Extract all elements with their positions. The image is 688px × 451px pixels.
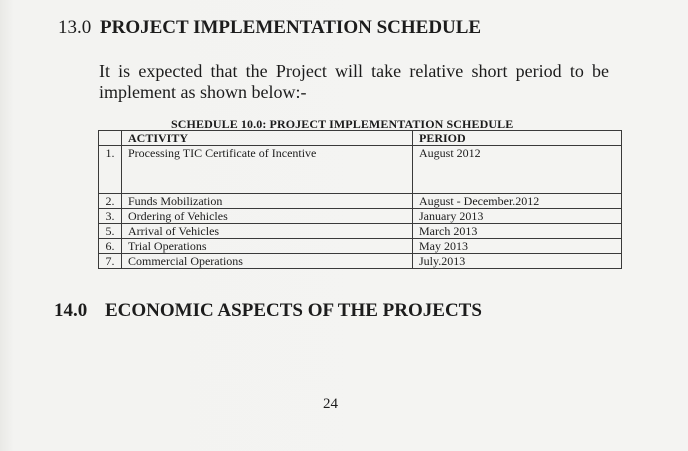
- table-header-row: [99, 131, 622, 146]
- header-period: PERIOD: [413, 131, 622, 146]
- table-row: [99, 209, 622, 224]
- intro-paragraph: [99, 61, 609, 103]
- schedule-caption: SCHEDULE 10.0: PROJECT IMPLEMENTATION SCHEDULE: [171, 117, 514, 131]
- section-13-heading: [58, 17, 481, 39]
- row-period: August - December.2012: [413, 194, 622, 209]
- table-row: [99, 254, 622, 269]
- row-number: 1.: [99, 146, 122, 194]
- section-14-heading: [54, 300, 482, 322]
- section-14-number: 14.0: [54, 300, 88, 321]
- schedule-table: [98, 130, 622, 269]
- intro-line-2: implement as shown below:-: [99, 82, 307, 102]
- row-period: July.2013: [413, 254, 622, 269]
- row-number: 6.: [99, 239, 122, 254]
- page-number: 24: [323, 396, 338, 412]
- row-activity: Ordering of Vehicles: [122, 209, 413, 224]
- row-activity: Trial Operations: [122, 239, 413, 254]
- table-row: [99, 194, 622, 209]
- row-period: May 2013: [413, 239, 622, 254]
- row-period: August 2012: [413, 146, 622, 194]
- row-number: 2.: [99, 194, 122, 209]
- row-number: 5.: [99, 224, 122, 239]
- header-no: [99, 131, 122, 146]
- row-period: March 2013: [413, 224, 622, 239]
- row-number: 7.: [99, 254, 122, 269]
- section-13-number: 13.0: [58, 17, 92, 38]
- row-activity: Arrival of Vehicles: [122, 224, 413, 239]
- row-activity: Funds Mobilization: [122, 194, 413, 209]
- row-activity: Processing TIC Certificate of Incentive: [122, 146, 413, 194]
- row-number: 3.: [99, 209, 122, 224]
- section-14-title: ECONOMIC ASPECTS OF THE PROJECTS: [105, 300, 482, 321]
- header-activity: ACTIVITY: [122, 131, 413, 146]
- section-13-title: PROJECT IMPLEMENTATION SCHEDULE: [100, 17, 482, 38]
- intro-line-1: It is expected that the Project will take relative short period to be: [99, 61, 609, 81]
- table-row: [99, 239, 622, 254]
- row-activity: Commercial Operations: [122, 254, 413, 269]
- table-row: [99, 146, 622, 194]
- row-period: January 2013: [413, 209, 622, 224]
- table-row: [99, 224, 622, 239]
